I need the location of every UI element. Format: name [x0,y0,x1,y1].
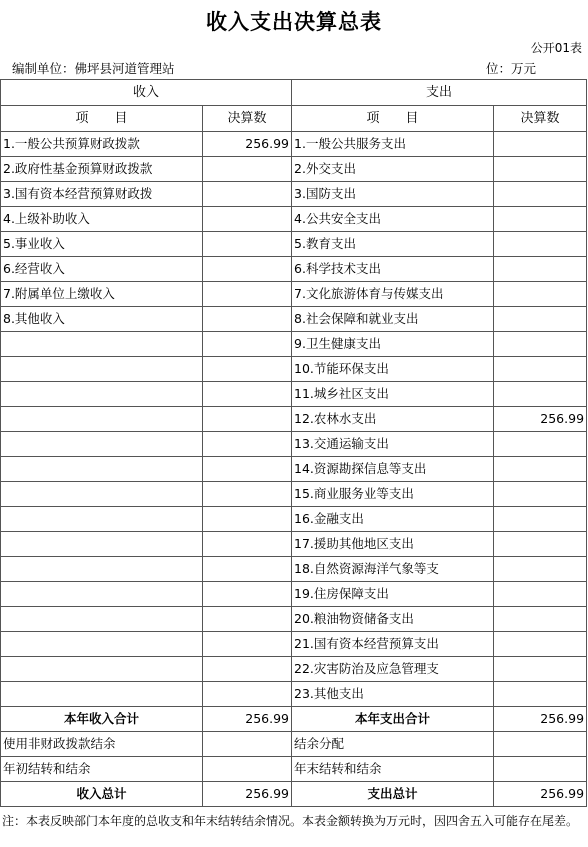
reporting-unit: 编制单位：佛坪县河道管理站 [12,61,175,76]
expense-item-cell: 23.其他支出 [292,682,494,707]
year-expense-total-label: 本年支出合计 [292,707,494,732]
expense-item-cell: 4.公共安全支出 [292,207,494,232]
income-item-cell [1,582,203,607]
table-row [1,682,587,707]
expense-item-cell: 2.外交支出 [292,157,494,182]
table-row [1,207,587,232]
expense-amount-cell [494,457,587,482]
page-title: 收入支出决算总表 [206,10,382,34]
expense-item-cell: 1.一般公共服务支出 [292,132,494,157]
expense-item-cell: 13.交通运输支出 [292,432,494,457]
income-item-cell: 7.附属单位上缴收入 [1,282,203,307]
income-amount-cell [203,582,292,607]
table-row [1,407,587,432]
expense-amount-cell [494,207,587,232]
table-row [1,182,587,207]
expense-amount-cell [494,682,587,707]
income-item-cell [1,557,203,582]
expense-item-cell: 11.城乡社区支出 [292,382,494,407]
table-row [1,607,587,632]
income-amount-cell [203,682,292,707]
income-amount-cell: 256.99 [203,132,292,157]
income-item-cell: 1.一般公共预算财政拨款 [1,132,203,157]
income-amount-cell [203,632,292,657]
table-row [1,582,587,607]
expense-item-cell: 12.农林水支出 [292,407,494,432]
table-row [1,482,587,507]
income-section-header: 收入 [1,80,292,106]
table-row [1,282,587,307]
table-row [1,307,587,332]
income-item-cell [1,607,203,632]
income-item-cell: 8.其他收入 [1,307,203,332]
table-row [1,257,587,282]
income-amount-cell [203,182,292,207]
year-expense-total-value: 256.99 [494,707,587,732]
expense-item-cell: 18.自然资源海洋气象等支 [292,557,494,582]
table-row [1,507,587,532]
section-header-row [1,80,587,106]
income-amount-cell [203,457,292,482]
end-carryover-value [494,757,587,782]
expense-amount-cell [494,357,587,382]
expense-amount-cell [494,282,587,307]
start-carryover-label: 年初结转和结余 [1,757,203,782]
expense-item-cell: 22.灾害防治及应急管理支 [292,657,494,682]
expense-item-cell: 3.国防支出 [292,182,494,207]
expense-amount-cell [494,257,587,282]
expense-amount-cell [494,382,587,407]
footnote: 注：本表反映部门本年度的总收支和年末结转结余情况。本表金额转换为万元时，因四舍五入可能存在尾差。 [2,814,579,828]
expense-amount-cell [494,307,587,332]
expense-amount-cell [494,432,587,457]
income-amount-cell [203,607,292,632]
carryover-row [1,757,587,782]
income-item-cell: 2.政府性基金预算财政拨款 [1,157,203,182]
expense-item-cell: 19.住房保障支出 [292,582,494,607]
expense-item-cell: 5.教育支出 [292,232,494,257]
income-amount-cell [203,507,292,532]
expense-item-cell: 17.援助其他地区支出 [292,532,494,557]
year-total-row [1,707,587,732]
expense-amount-cell [494,232,587,257]
expense-amount-cell [494,332,587,357]
year-income-total-label: 本年收入合计 [1,707,203,732]
expense-item-cell: 8.社会保障和就业支出 [292,307,494,332]
surplus-distribution-label: 结余分配 [292,732,494,757]
expense-item-cell: 9.卫生健康支出 [292,332,494,357]
income-item-cell [1,382,203,407]
income-item-cell [1,357,203,382]
income-amount-cell [203,232,292,257]
income-amount-cell [203,307,292,332]
income-item-cell: 4.上级补助收入 [1,207,203,232]
table-row [1,432,587,457]
start-carryover-value [203,757,292,782]
income-amount-cell [203,282,292,307]
income-item-cell [1,682,203,707]
expense-item-cell: 7.文化旅游体育与传媒支出 [292,282,494,307]
expense-amount-cell [494,532,587,557]
income-amount-cell [203,557,292,582]
income-item-cell [1,657,203,682]
expense-amount-cell [494,657,587,682]
income-amount-cell [203,357,292,382]
non-fiscal-value [203,732,292,757]
expense-amount-cell [494,582,587,607]
expense-item-header: 项 目 [292,106,494,132]
income-item-cell [1,532,203,557]
income-amount-cell [203,257,292,282]
table-row [1,132,587,157]
income-amount-cell [203,407,292,432]
table-row [1,457,587,482]
column-header-row [1,106,587,132]
income-item-cell: 6.经营收入 [1,257,203,282]
expense-item-cell: 16.金融支出 [292,507,494,532]
income-item-cell [1,332,203,357]
income-item-cell [1,482,203,507]
income-item-cell: 3.国有资本经营预算财政拨 [1,182,203,207]
table-row [1,332,587,357]
form-code: 公开01表 [530,41,582,55]
expense-item-cell: 20.粮油物资储备支出 [292,607,494,632]
income-item-cell: 5.事业收入 [1,232,203,257]
income-grand-total-value: 256.99 [203,782,292,807]
income-item-cell [1,457,203,482]
table-row [1,357,587,382]
table-row [1,157,587,182]
income-amount-cell [203,207,292,232]
table-row [1,532,587,557]
table-row [1,632,587,657]
expense-grand-total-label: 支出总计 [292,782,494,807]
table-row [1,232,587,257]
income-amount-cell [203,157,292,182]
income-item-cell [1,432,203,457]
expense-grand-total-value: 256.99 [494,782,587,807]
currency-unit: 位：万元 [486,61,537,76]
expense-section-header: 支出 [292,80,587,106]
expense-amount-cell: 256.99 [494,407,587,432]
expense-amount-cell [494,182,587,207]
income-expense-table [0,79,587,807]
table-row [1,557,587,582]
expense-amount-cell [494,132,587,157]
expense-amount-cell [494,607,587,632]
expense-amount-cell [494,157,587,182]
expense-amount-header: 决算数 [494,106,587,132]
expense-item-cell: 6.科学技术支出 [292,257,494,282]
income-item-cell [1,407,203,432]
expense-item-cell: 10.节能环保支出 [292,357,494,382]
expense-amount-cell [494,632,587,657]
expense-item-cell: 21.国有资本经营预算支出 [292,632,494,657]
expense-amount-cell [494,482,587,507]
income-amount-cell [203,657,292,682]
end-carryover-label: 年末结转和结余 [292,757,494,782]
table-row [1,382,587,407]
income-amount-cell [203,432,292,457]
income-item-cell [1,507,203,532]
income-amount-cell [203,332,292,357]
income-amount-header: 决算数 [203,106,292,132]
expense-amount-cell [494,557,587,582]
grand-total-row [1,782,587,807]
year-income-total-value: 256.99 [203,707,292,732]
income-grand-total-label: 收入总计 [1,782,203,807]
income-amount-cell [203,482,292,507]
surplus-distribution-value [494,732,587,757]
expense-item-cell: 14.资源勘探信息等支出 [292,457,494,482]
income-item-header: 项 目 [1,106,203,132]
income-item-cell [1,632,203,657]
income-amount-cell [203,532,292,557]
expense-amount-cell [494,507,587,532]
table-row [1,657,587,682]
non-fiscal-label: 使用非财政拨款结余 [1,732,203,757]
non-fiscal-row [1,732,587,757]
expense-item-cell: 15.商业服务业等支出 [292,482,494,507]
income-amount-cell [203,382,292,407]
